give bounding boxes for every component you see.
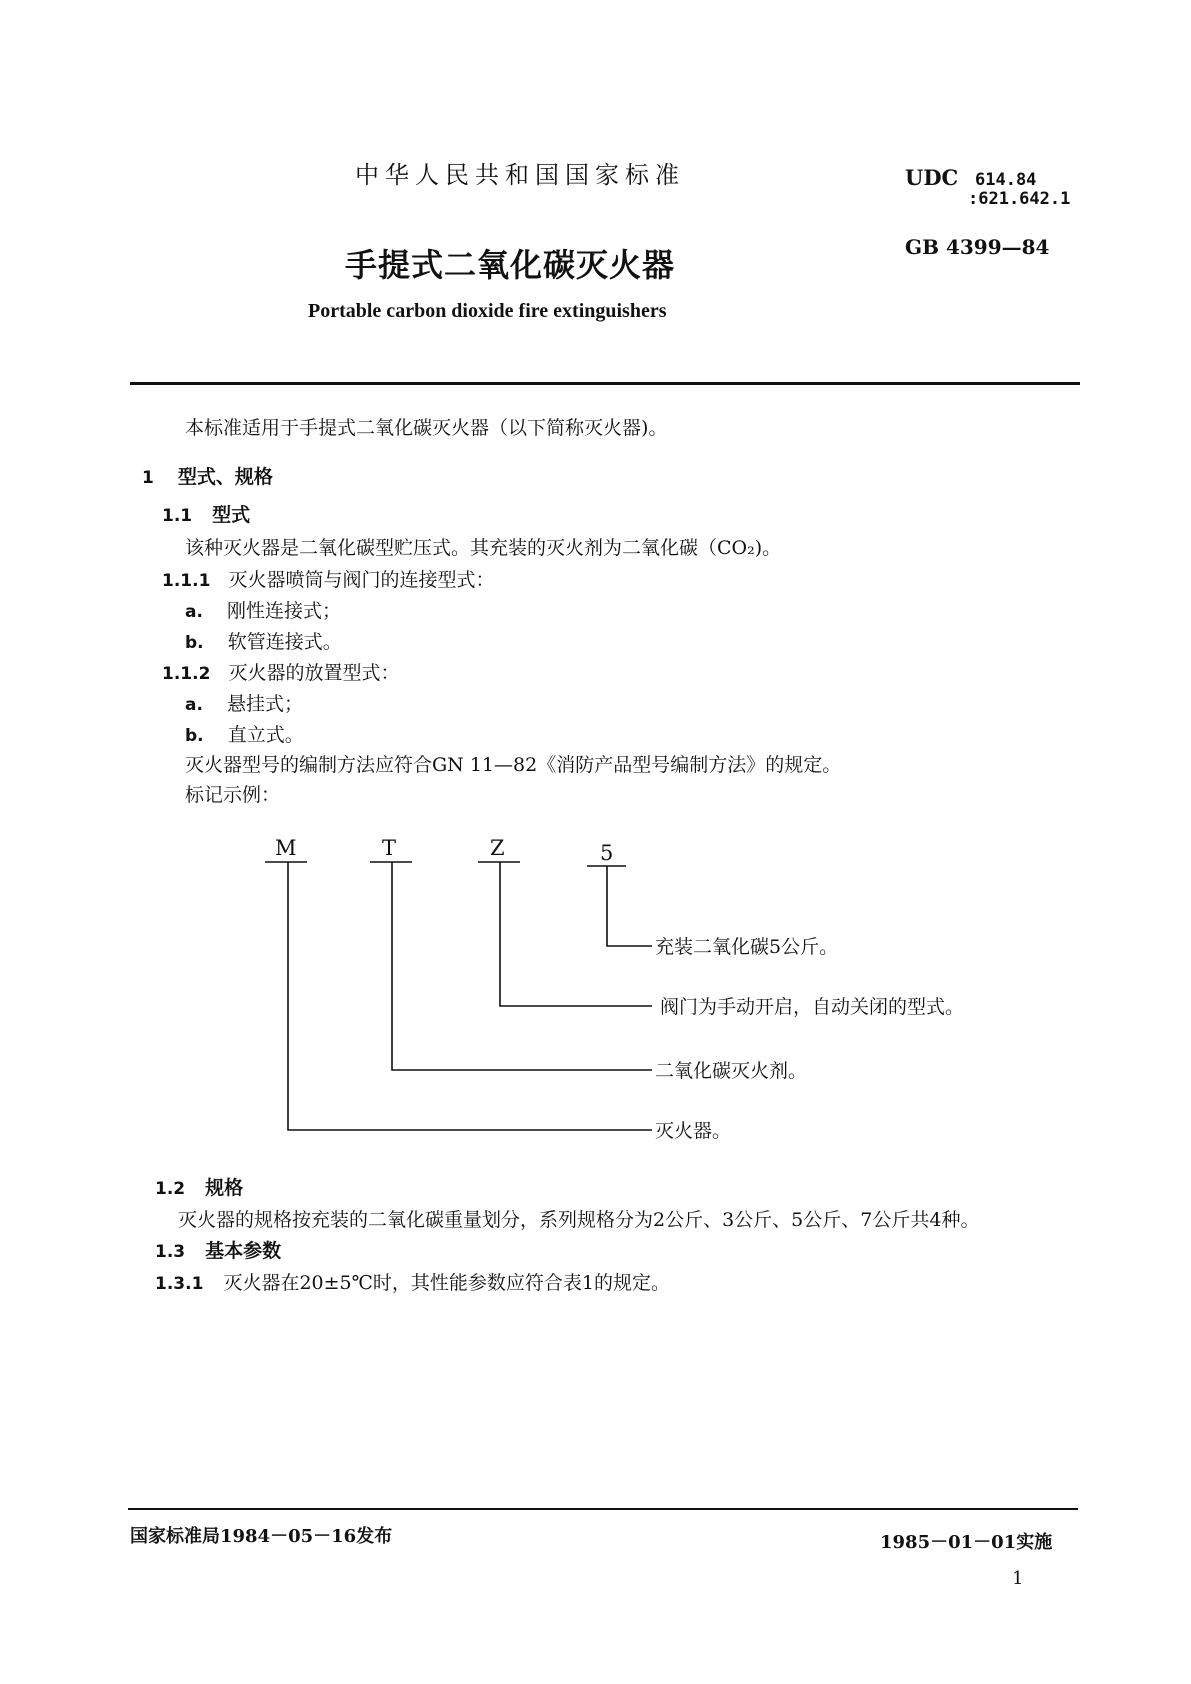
effective-date: 1985－01－01实施 (880, 1532, 1053, 1553)
document-title-cn: 手提式二氧化碳灭火器 (345, 246, 676, 284)
section-1-3-1-paragraph (155, 1268, 670, 1295)
list-item (185, 627, 342, 654)
section-title: 型式 (212, 504, 251, 526)
connector-5 (607, 866, 652, 946)
header-divider (130, 382, 1080, 385)
desc-extinguisher: 灭火器。 (655, 1120, 732, 1142)
gb-standard-code: GB 4399—84 (905, 235, 1050, 259)
list-label: b. (185, 726, 204, 746)
udc-label: UDC (905, 165, 959, 190)
intro-paragraph: 本标准适用于手提式二氧化碳灭火器（以下简称灭火器)。 (185, 417, 668, 439)
section-1-2-heading (155, 1173, 243, 1200)
udc-code-line2: :621.642.1 (968, 189, 1071, 209)
list-item (185, 596, 341, 623)
section-number: 1 (142, 468, 154, 488)
section-1-3-heading (155, 1236, 281, 1263)
list-text: 刚性连接式； (226, 600, 341, 622)
list-text: 悬挂式； (226, 693, 303, 715)
section-number: 1.2 (155, 1179, 186, 1199)
section-1-heading (142, 462, 273, 489)
section-number: 1.1.1 (162, 571, 211, 591)
document-title-en: Portable carbon dioxide fire extinguishers (308, 300, 667, 322)
section-text: 灭火器在20±5℃时，其性能参数应符合表1的规定。 (223, 1272, 670, 1294)
section-1-1-heading (162, 500, 250, 527)
list-label: a. (185, 602, 203, 622)
desc-valve-type: 阀门为手动开启，自动关闭的型式。 (660, 996, 965, 1018)
section-title: 型式、规格 (177, 466, 273, 488)
code-letter-5: 5 (600, 841, 614, 865)
list-item (185, 689, 303, 716)
connector-m (288, 862, 652, 1130)
section-title: 基本参数 (205, 1240, 282, 1262)
section-1-1-2-heading (162, 658, 399, 685)
list-label: b. (185, 633, 204, 653)
country-standard-heading: 中华人民共和国国家标准 (355, 161, 685, 189)
desc-fill-weight: 充装二氧化碳5公斤。 (655, 936, 839, 958)
section-title: 灭火器的放置型式： (228, 662, 400, 684)
udc-code-line1: 614.84 (975, 170, 1037, 190)
list-label: a. (185, 695, 203, 715)
section-number: 1.3.1 (155, 1274, 204, 1294)
code-letter-z: Z (490, 836, 505, 860)
section-number: 1.3 (155, 1242, 186, 1262)
desc-agent: 二氧化碳灭火剂。 (655, 1060, 808, 1082)
section-number: 1.1.2 (162, 664, 211, 684)
section-1-1-1-heading (162, 565, 494, 592)
section-title: 规格 (205, 1177, 244, 1199)
code-letter-m: M (275, 836, 297, 860)
example-label: 标记示例： (185, 784, 281, 806)
issue-date: 国家标准局1984－05－16发布 (130, 1526, 393, 1547)
section-1-2-paragraph: 灭火器的规格按充装的二氧化碳重量划分，系列规格分为2公斤、3公斤、5公斤、7公斤共4种。 (178, 1209, 980, 1231)
list-text: 直立式。 (227, 724, 304, 746)
section-1-1-paragraph: 该种灭火器是二氧化碳型贮压式。其充装的灭火剂为二氧化碳（CO₂)。 (185, 537, 782, 559)
list-text: 软管连接式。 (227, 631, 342, 653)
section-number: 1.1 (162, 506, 193, 526)
connector-z (500, 862, 652, 1006)
model-rule-paragraph: 灭火器型号的编制方法应符合GN 11—82《消防产品型号编制方法》的规定。 (185, 754, 842, 776)
connector-t (392, 862, 652, 1070)
list-item (185, 720, 304, 747)
footer-divider (128, 1508, 1078, 1510)
code-letter-t: T (382, 836, 397, 860)
page-number: 1 (1012, 1568, 1024, 1589)
section-title: 灭火器喷筒与阀门的连接型式： (228, 569, 495, 591)
